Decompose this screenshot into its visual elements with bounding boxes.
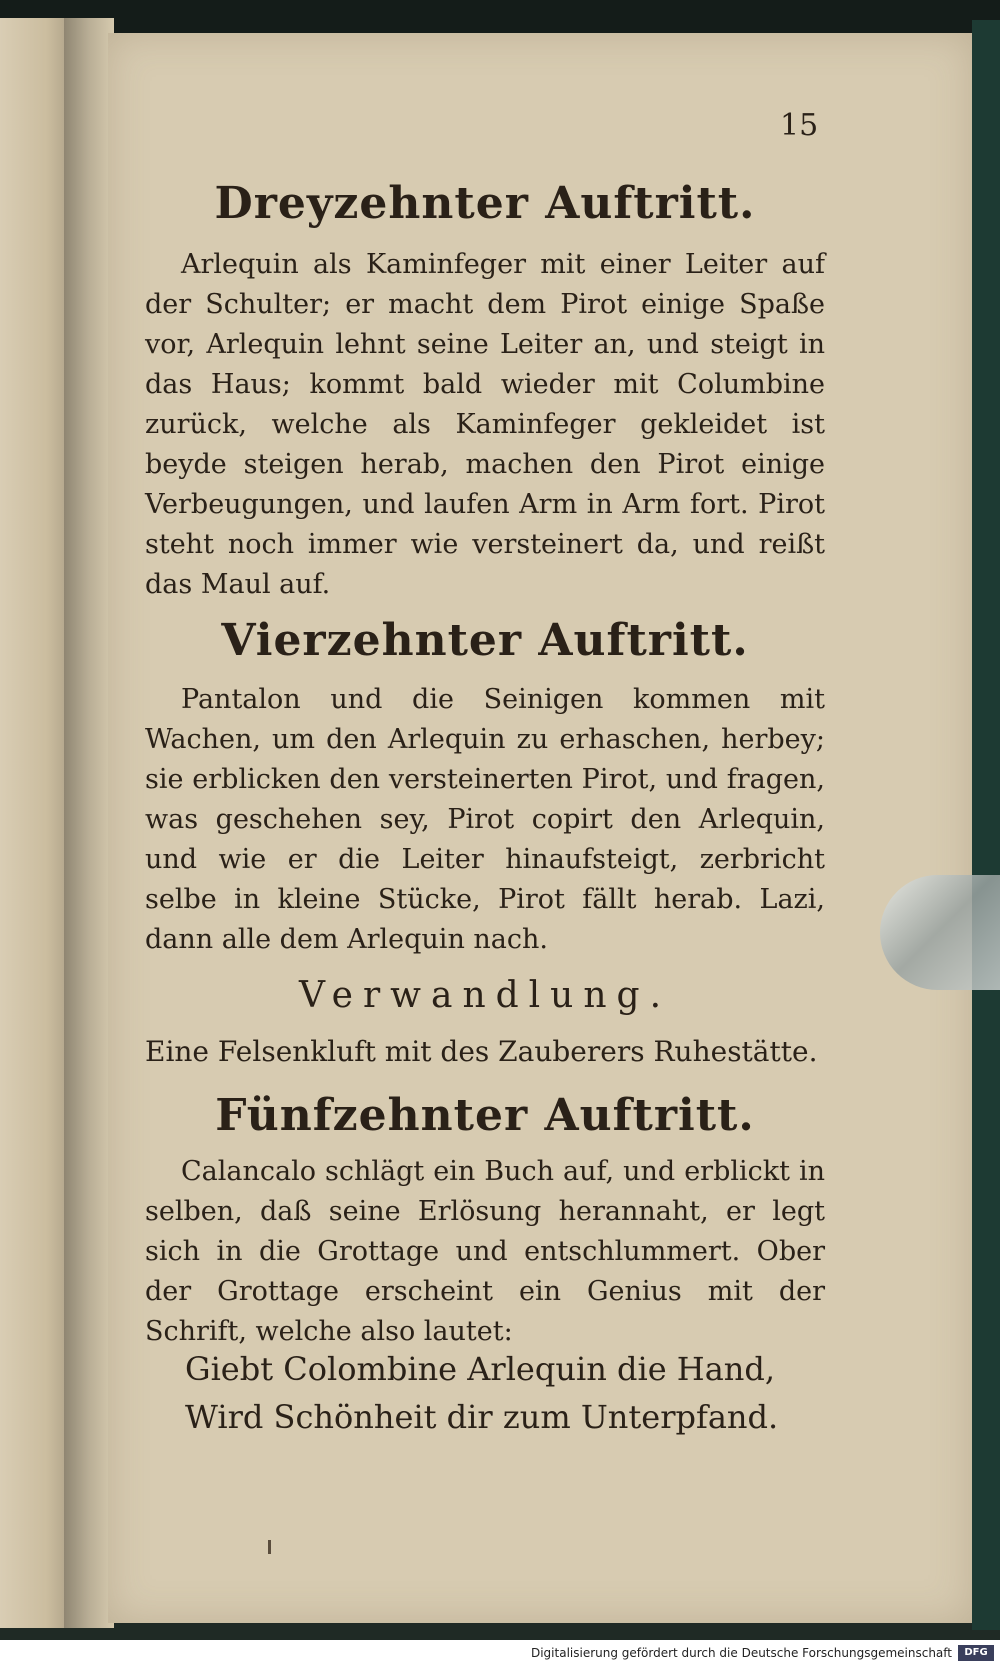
page-number: 15 bbox=[780, 108, 819, 143]
section-text-13: Arlequin als Kaminfeger mit einer Leiter auf der Schulter; er macht dem Pirot einige Spaße vor, Arlequin lehnt seine Leiter an, und steigt in das Haus; kommt bald wieder mit Columbine zurück, welche als Kaminfeger gekleidet ist beyde steigen herab, machen den Pirot einige Verbeugungen, und laufen Arm in Arm fort. Pirot steht noch immer wie versteinert da, und reißt das Maul auf. bbox=[145, 249, 825, 600]
section-text-15: Calancalo schlägt ein Buch auf, und erblickt in selben, daß seine Erlösung herannaht, er legt sich in die Grottage und entschlummert. Ober der Grottage erscheint ein Genius mit der Schrift, welche also lautet: bbox=[145, 1156, 825, 1347]
ink-mark bbox=[268, 1540, 271, 1554]
book-cover-edge bbox=[972, 20, 1000, 1630]
scene-description: Eine Felsenkluft mit des Zauberers Ruhestätte. bbox=[145, 1035, 818, 1068]
verse-line-2: Wird Schönheit dir zum Unterpfand. bbox=[185, 1398, 779, 1436]
page-clip bbox=[880, 875, 1000, 990]
section-heading-13: Dreyzehnter Auftritt. bbox=[214, 178, 756, 229]
dfg-logo: DFG bbox=[958, 1645, 994, 1661]
verse-block bbox=[145, 1345, 825, 1441]
section-heading-14: Vierzehnter Auftritt. bbox=[221, 615, 749, 666]
verse-line-1: Giebt Colombine Arlequin die Hand, bbox=[185, 1350, 776, 1388]
section-heading-15: Fünfzehnter Auftritt. bbox=[215, 1090, 755, 1141]
section-text-14: Pantalon und die Seinigen kommen mit Wachen, um den Arlequin zu erhaschen, herbey; sie erblicken den versteinerten Pirot, und fragen, was geschehen sey, Pirot copirt den Arlequin, und wie er die Leiter hinaufsteigt, zerbricht selbe in kleine Stücke, Pirot fällt herab. Lazi, dann alle dem Arlequin nach. bbox=[145, 684, 825, 955]
transformation-heading: Verwandlung. bbox=[298, 975, 672, 1016]
book-gutter bbox=[64, 18, 114, 1628]
digitization-credit: Digitalisierung gefördert durch die Deutsche Forschungsgemeinschaft bbox=[530, 1646, 952, 1660]
